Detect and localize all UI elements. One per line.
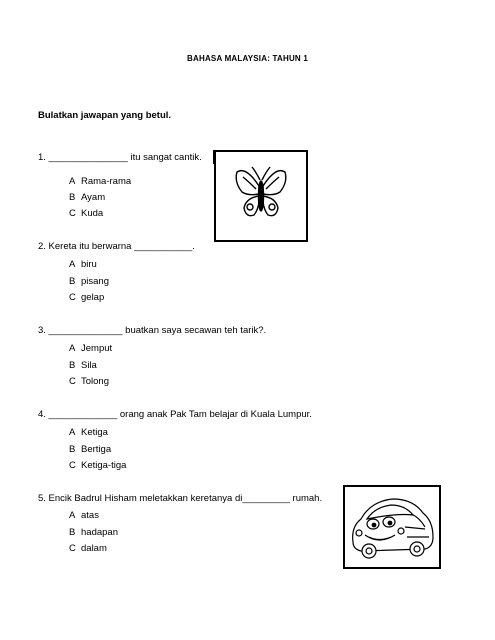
question-3: 3. ______________ buatkan saya secawan teh tarik?. (38, 325, 267, 336)
cartoon-car-icon (345, 487, 439, 567)
q1-option-b[interactable] (69, 192, 105, 203)
q1-option-a[interactable] (69, 176, 131, 187)
q3-option-a[interactable] (69, 343, 112, 354)
option-text: hadapan (81, 527, 118, 538)
option-letter: B (69, 444, 76, 455)
question-5: 5. Encik Badrul Hisham meletakkan keretanya di_________ rumah. (38, 493, 323, 504)
question-1: 1. _______________ itu sangat cantik. (38, 152, 202, 163)
option-letter: B (69, 527, 76, 538)
option-letter: A (69, 259, 76, 270)
q5-option-b[interactable] (69, 527, 118, 538)
q2-option-c[interactable] (69, 292, 104, 303)
option-text: Bertiga (81, 444, 112, 455)
option-letter: B (69, 192, 76, 203)
q5-option-c[interactable] (69, 543, 107, 554)
option-text: Tolong (81, 376, 109, 387)
option-letter: C (69, 376, 76, 387)
option-letter: B (69, 276, 76, 287)
option-letter: A (69, 343, 76, 354)
option-text: Ketiga (81, 427, 108, 438)
option-letter: A (69, 510, 76, 521)
q3-option-c[interactable] (69, 376, 109, 387)
butterfly-image-box (214, 150, 308, 242)
question-4: 4. _____________ orang anak Pak Tam belajar di Kuala Lumpur. (38, 409, 312, 420)
q4-option-a[interactable] (69, 427, 108, 438)
worksheet-title: BAHASA MALAYSIA: TAHUN 1 (187, 54, 308, 63)
q4-option-b[interactable] (69, 444, 111, 455)
q1-option-c[interactable] (69, 208, 103, 219)
option-letter: C (69, 543, 76, 554)
option-text: pisang (81, 276, 109, 287)
instruction-text: Bulatkan jawapan yang betul. (38, 110, 172, 121)
option-text: Sila (81, 360, 97, 371)
option-letter: A (69, 427, 76, 438)
q4-option-c[interactable] (69, 460, 126, 471)
question-2: 2. Kereta itu berwarna ___________. (38, 241, 195, 252)
car-image-box (343, 485, 441, 569)
butterfly-icon (216, 152, 306, 240)
option-letter: B (69, 360, 76, 371)
option-text: Rama-rama (81, 176, 132, 187)
option-text: biru (81, 259, 97, 270)
option-letter: C (69, 208, 76, 219)
q5-option-a[interactable] (69, 510, 99, 521)
option-text: atas (81, 510, 99, 521)
option-text: gelap (81, 292, 105, 303)
option-letter: A (69, 176, 76, 187)
option-letter: C (69, 460, 76, 471)
option-text: dalam (81, 543, 107, 554)
option-letter: C (69, 292, 76, 303)
q2-option-a[interactable] (69, 259, 97, 270)
option-text: Ayam (81, 192, 106, 203)
option-text: Kuda (81, 208, 104, 219)
option-text: Ketiga-tiga (81, 460, 127, 471)
q2-option-b[interactable] (69, 276, 109, 287)
q3-option-b[interactable] (69, 360, 97, 371)
option-text: Jemput (81, 343, 113, 354)
